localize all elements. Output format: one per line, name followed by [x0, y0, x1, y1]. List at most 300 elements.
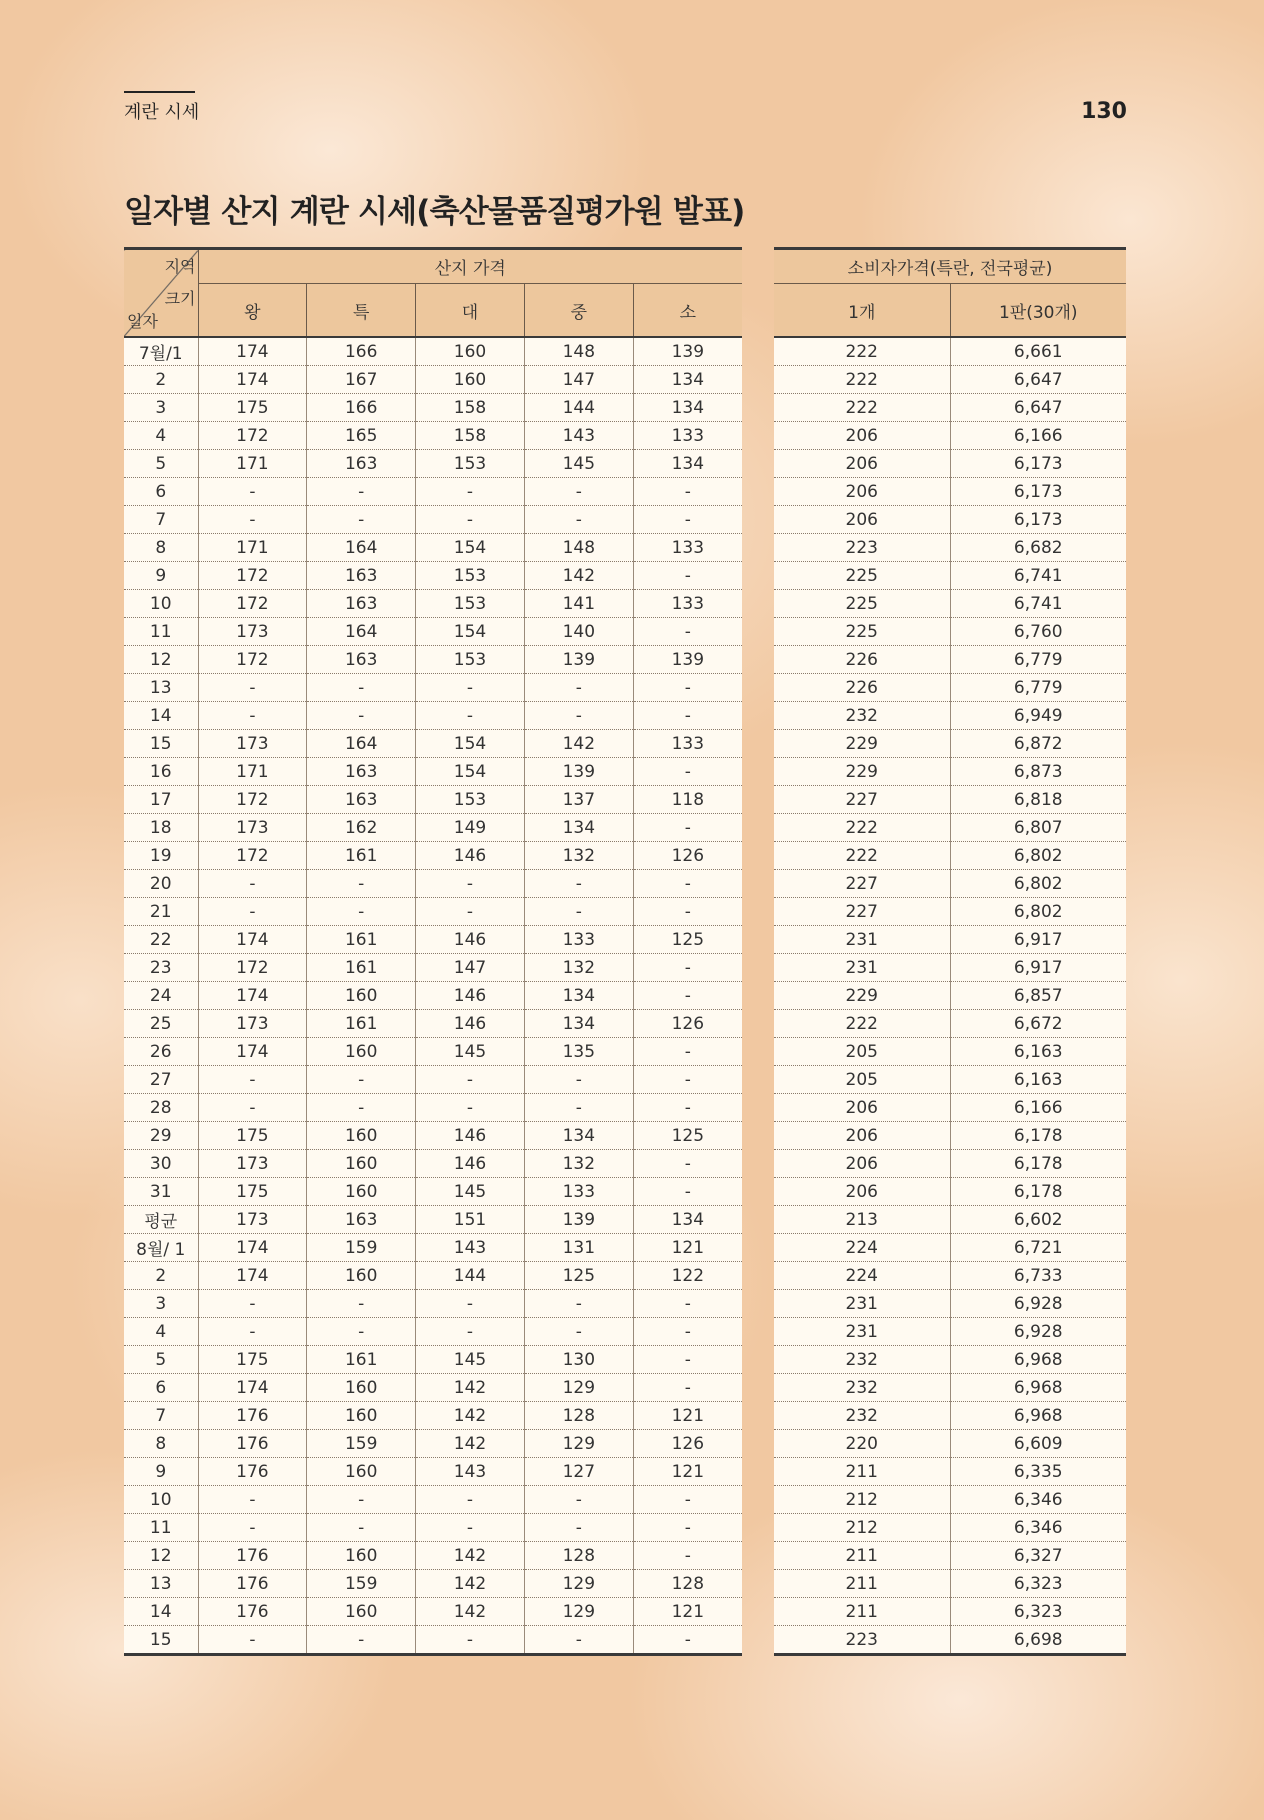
corner-header	[124, 249, 198, 338]
price-cell: 141	[524, 590, 633, 618]
column-header-per-tray: 1판(30개)	[950, 284, 1126, 338]
price-cell: 161	[307, 1010, 416, 1038]
price-cell: -	[307, 1066, 416, 1094]
date-cell: 18	[124, 814, 198, 842]
table-row	[124, 926, 742, 954]
per-tray-price-cell: 6,178	[950, 1122, 1126, 1150]
price-cell: -	[307, 1626, 416, 1655]
price-cell: 160	[416, 366, 525, 394]
per-tray-price-cell: 6,807	[950, 814, 1126, 842]
price-cell: 133	[633, 730, 742, 758]
table-row	[774, 814, 1126, 842]
table-row	[124, 1402, 742, 1430]
price-cell: -	[633, 898, 742, 926]
price-cell: -	[416, 478, 525, 506]
table-row	[774, 1150, 1126, 1178]
per-egg-price-cell: 231	[774, 954, 950, 982]
table-row	[774, 1458, 1126, 1486]
price-cell: 132	[524, 842, 633, 870]
price-cell: -	[416, 1514, 525, 1542]
date-cell: 24	[124, 982, 198, 1010]
price-cell: -	[633, 1066, 742, 1094]
per-egg-price-cell: 227	[774, 898, 950, 926]
price-cell: 164	[307, 534, 416, 562]
date-cell: 10	[124, 1486, 198, 1514]
table-row	[124, 478, 742, 506]
table-row	[124, 898, 742, 926]
per-tray-price-cell: 6,323	[950, 1570, 1126, 1598]
price-cell: 121	[633, 1402, 742, 1430]
price-cell: 139	[524, 758, 633, 786]
table-row	[774, 1542, 1126, 1570]
per-tray-price-cell: 6,661	[950, 337, 1126, 366]
price-cell: 135	[524, 1038, 633, 1066]
per-tray-price-cell: 6,602	[950, 1206, 1126, 1234]
per-tray-price-cell: 6,166	[950, 422, 1126, 450]
price-cell: 160	[307, 1598, 416, 1626]
price-cell: -	[633, 1346, 742, 1374]
price-cell: 134	[633, 366, 742, 394]
per-egg-price-cell: 232	[774, 1402, 950, 1430]
price-cell: 125	[633, 926, 742, 954]
column-header-teuk: 특	[307, 284, 416, 338]
price-cell: 153	[416, 786, 525, 814]
per-tray-price-cell: 6,802	[950, 842, 1126, 870]
price-cell: 163	[307, 590, 416, 618]
table-row	[774, 1318, 1126, 1346]
date-cell: 9	[124, 1458, 198, 1486]
table-row	[124, 1010, 742, 1038]
price-cell: 174	[198, 337, 307, 366]
price-cell: -	[307, 674, 416, 702]
price-cell: -	[307, 478, 416, 506]
price-cell: -	[416, 898, 525, 926]
corner-date-label: 일자	[127, 312, 158, 331]
price-cell: 139	[524, 1206, 633, 1234]
date-cell: 12	[124, 646, 198, 674]
price-cell: -	[524, 1094, 633, 1122]
origin-table-body	[124, 337, 742, 1655]
per-egg-price-cell: 225	[774, 562, 950, 590]
per-egg-price-cell: 232	[774, 702, 950, 730]
per-tray-price-cell: 6,346	[950, 1514, 1126, 1542]
table-row	[124, 1626, 742, 1655]
price-cell: 126	[633, 1010, 742, 1038]
price-cell: 174	[198, 1262, 307, 1290]
per-egg-price-cell: 232	[774, 1374, 950, 1402]
date-cell: 14	[124, 1598, 198, 1626]
date-cell: 8	[124, 534, 198, 562]
origin-price-table	[124, 247, 742, 1656]
table-row	[774, 1598, 1126, 1626]
price-cell: 175	[198, 1122, 307, 1150]
date-cell: 13	[124, 674, 198, 702]
table-row	[774, 674, 1126, 702]
price-cell: 161	[307, 1346, 416, 1374]
price-cell: 148	[524, 534, 633, 562]
price-cell: -	[198, 1514, 307, 1542]
table-row	[774, 1066, 1126, 1094]
price-cell: 171	[198, 450, 307, 478]
per-tray-price-cell: 6,857	[950, 982, 1126, 1010]
per-tray-price-cell: 6,873	[950, 758, 1126, 786]
price-cell: 173	[198, 1206, 307, 1234]
table-row	[124, 1430, 742, 1458]
price-cell: 158	[416, 394, 525, 422]
price-cell: 171	[198, 534, 307, 562]
per-tray-price-cell: 6,968	[950, 1374, 1126, 1402]
price-cell: -	[307, 1094, 416, 1122]
date-cell: 31	[124, 1178, 198, 1206]
price-cell: 132	[524, 954, 633, 982]
column-header-dae: 대	[416, 284, 525, 338]
price-cell: 175	[198, 1346, 307, 1374]
table-row	[774, 506, 1126, 534]
table-row	[124, 1458, 742, 1486]
price-cell: -	[198, 674, 307, 702]
table-row	[774, 1010, 1126, 1038]
per-tray-price-cell: 6,335	[950, 1458, 1126, 1486]
price-cell: 160	[416, 337, 525, 366]
price-cell: 148	[524, 337, 633, 366]
price-cell: 176	[198, 1458, 307, 1486]
price-cell: 147	[416, 954, 525, 982]
table-row	[774, 1290, 1126, 1318]
table-row	[774, 646, 1126, 674]
table-row	[774, 1626, 1126, 1655]
price-cell: 158	[416, 422, 525, 450]
price-cell: -	[633, 954, 742, 982]
table-row	[774, 926, 1126, 954]
price-cell: -	[633, 562, 742, 590]
price-cell: -	[198, 702, 307, 730]
date-cell: 2	[124, 366, 198, 394]
price-cell: 129	[524, 1598, 633, 1626]
per-egg-price-cell: 211	[774, 1570, 950, 1598]
table-row	[124, 1346, 742, 1374]
price-cell: 142	[524, 730, 633, 758]
per-egg-price-cell: 206	[774, 506, 950, 534]
price-cell: -	[416, 1318, 525, 1346]
per-egg-price-cell: 220	[774, 1430, 950, 1458]
per-egg-price-cell: 213	[774, 1206, 950, 1234]
table-row	[774, 1570, 1126, 1598]
price-cell: -	[633, 1150, 742, 1178]
price-cell: 145	[524, 450, 633, 478]
per-egg-price-cell: 232	[774, 1346, 950, 1374]
table-row	[124, 646, 742, 674]
per-egg-price-cell: 206	[774, 1094, 950, 1122]
section-label: 계란 시세	[124, 102, 200, 123]
price-cell: 160	[307, 1262, 416, 1290]
price-cell: 162	[307, 814, 416, 842]
per-tray-price-cell: 6,698	[950, 1626, 1126, 1655]
table-row	[124, 1542, 742, 1570]
price-cell: 133	[524, 1178, 633, 1206]
table-row	[774, 366, 1126, 394]
per-egg-price-cell: 222	[774, 337, 950, 366]
date-cell: 3	[124, 394, 198, 422]
price-cell: 172	[198, 786, 307, 814]
per-egg-price-cell: 231	[774, 1318, 950, 1346]
price-cell: 176	[198, 1542, 307, 1570]
price-cell: 173	[198, 618, 307, 646]
price-cell: 129	[524, 1570, 633, 1598]
table-row	[774, 562, 1126, 590]
date-cell: 9	[124, 562, 198, 590]
price-cell: 134	[524, 1122, 633, 1150]
page-number: 130	[1081, 99, 1127, 124]
price-cell: 143	[524, 422, 633, 450]
price-cell: -	[416, 1290, 525, 1318]
per-tray-price-cell: 6,741	[950, 562, 1126, 590]
per-egg-price-cell: 206	[774, 1150, 950, 1178]
price-cell: 144	[524, 394, 633, 422]
table-row	[124, 1570, 742, 1598]
price-cell: 128	[524, 1542, 633, 1570]
price-cell: 154	[416, 618, 525, 646]
date-cell: 6	[124, 478, 198, 506]
table-row	[124, 450, 742, 478]
per-egg-price-cell: 229	[774, 730, 950, 758]
price-cell: 146	[416, 1122, 525, 1150]
price-cell: 134	[524, 1010, 633, 1038]
price-cell: 174	[198, 982, 307, 1010]
per-egg-price-cell: 226	[774, 646, 950, 674]
price-cell: 130	[524, 1346, 633, 1374]
price-cell: 160	[307, 1150, 416, 1178]
price-cell: 174	[198, 926, 307, 954]
per-tray-price-cell: 6,721	[950, 1234, 1126, 1262]
date-cell: 13	[124, 1570, 198, 1598]
per-tray-price-cell: 6,779	[950, 674, 1126, 702]
price-cell: -	[633, 1290, 742, 1318]
price-cell: 127	[524, 1458, 633, 1486]
price-cell: 160	[307, 1178, 416, 1206]
table-row	[774, 450, 1126, 478]
price-cell: 146	[416, 926, 525, 954]
table-row	[124, 337, 742, 366]
date-cell: 29	[124, 1122, 198, 1150]
per-tray-price-cell: 6,166	[950, 1094, 1126, 1122]
date-cell: 8	[124, 1430, 198, 1458]
price-cell: -	[416, 674, 525, 702]
price-cell: -	[416, 1066, 525, 1094]
per-tray-price-cell: 6,802	[950, 870, 1126, 898]
per-tray-price-cell: 6,968	[950, 1346, 1126, 1374]
price-cell: -	[633, 1318, 742, 1346]
price-cell: -	[198, 1290, 307, 1318]
table-row	[124, 674, 742, 702]
price-cell: 164	[307, 730, 416, 758]
per-tray-price-cell: 6,928	[950, 1290, 1126, 1318]
price-cell: 160	[307, 1038, 416, 1066]
price-cell: 174	[198, 366, 307, 394]
price-cell: 163	[307, 786, 416, 814]
per-egg-price-cell: 205	[774, 1038, 950, 1066]
table-row	[124, 618, 742, 646]
price-cell: -	[633, 674, 742, 702]
table-row	[124, 590, 742, 618]
table-row	[774, 1234, 1126, 1262]
price-cell: 142	[416, 1570, 525, 1598]
price-cell: 172	[198, 842, 307, 870]
price-cell: 164	[307, 618, 416, 646]
price-cell: -	[198, 1486, 307, 1514]
table-row	[774, 1178, 1126, 1206]
price-cell: 147	[524, 366, 633, 394]
price-cell: -	[198, 478, 307, 506]
price-cell: -	[198, 870, 307, 898]
price-cell: 151	[416, 1206, 525, 1234]
date-cell: 30	[124, 1150, 198, 1178]
price-cell: 153	[416, 562, 525, 590]
price-cell: 172	[198, 422, 307, 450]
date-cell: 16	[124, 758, 198, 786]
price-cell: 146	[416, 982, 525, 1010]
table-row	[124, 1290, 742, 1318]
table-row	[124, 758, 742, 786]
per-tray-price-cell: 6,163	[950, 1066, 1126, 1094]
price-cell: -	[307, 1318, 416, 1346]
table-row	[124, 954, 742, 982]
table-row	[774, 1206, 1126, 1234]
table-row	[774, 337, 1126, 366]
price-cell: -	[416, 1486, 525, 1514]
price-cell: 121	[633, 1598, 742, 1626]
price-cell: 146	[416, 1150, 525, 1178]
date-cell: 6	[124, 1374, 198, 1402]
price-cell: 175	[198, 1178, 307, 1206]
table-row	[774, 1486, 1126, 1514]
price-cell: 154	[416, 534, 525, 562]
per-egg-price-cell: 222	[774, 366, 950, 394]
price-cell: 153	[416, 450, 525, 478]
price-cell: -	[633, 758, 742, 786]
table-row	[774, 1346, 1126, 1374]
table-row	[124, 1122, 742, 1150]
price-cell: 159	[307, 1430, 416, 1458]
price-cell: 160	[307, 1122, 416, 1150]
table-row	[124, 1598, 742, 1626]
date-cell: 20	[124, 870, 198, 898]
per-egg-price-cell: 227	[774, 786, 950, 814]
table-row	[774, 870, 1126, 898]
price-cell: 160	[307, 1374, 416, 1402]
per-tray-price-cell: 6,178	[950, 1178, 1126, 1206]
price-cell: -	[524, 478, 633, 506]
per-egg-price-cell: 231	[774, 1290, 950, 1318]
price-cell: -	[633, 1626, 742, 1655]
table-row	[124, 1374, 742, 1402]
date-cell: 21	[124, 898, 198, 926]
table-row	[124, 1178, 742, 1206]
price-cell: 163	[307, 758, 416, 786]
date-cell: 2	[124, 1262, 198, 1290]
price-cell: 145	[416, 1038, 525, 1066]
table-row	[774, 898, 1126, 926]
price-cell: 145	[416, 1178, 525, 1206]
price-cell: -	[307, 506, 416, 534]
per-egg-price-cell: 206	[774, 1178, 950, 1206]
per-egg-price-cell: 224	[774, 1234, 950, 1262]
table-row	[124, 506, 742, 534]
price-cell: -	[633, 1542, 742, 1570]
table-row	[124, 842, 742, 870]
per-egg-price-cell: 222	[774, 814, 950, 842]
price-cell: -	[524, 1626, 633, 1655]
per-egg-price-cell: 206	[774, 422, 950, 450]
per-egg-price-cell: 223	[774, 534, 950, 562]
price-cell: 125	[524, 1262, 633, 1290]
price-cell: 172	[198, 954, 307, 982]
per-egg-price-cell: 205	[774, 1066, 950, 1094]
price-cell: 143	[416, 1234, 525, 1262]
price-cell: 140	[524, 618, 633, 646]
table-row	[774, 1038, 1126, 1066]
per-egg-price-cell: 212	[774, 1514, 950, 1542]
table-row	[774, 730, 1126, 758]
price-cell: -	[524, 1066, 633, 1094]
per-tray-price-cell: 6,733	[950, 1262, 1126, 1290]
date-cell: 14	[124, 702, 198, 730]
price-cell: 133	[633, 422, 742, 450]
price-cell: 160	[307, 1542, 416, 1570]
per-egg-price-cell: 206	[774, 478, 950, 506]
per-egg-price-cell: 223	[774, 1626, 950, 1655]
table-row	[774, 1094, 1126, 1122]
price-cell: 166	[307, 337, 416, 366]
price-cell: 163	[307, 562, 416, 590]
table-row	[124, 394, 742, 422]
price-cell: -	[633, 982, 742, 1010]
price-cell: -	[307, 898, 416, 926]
price-cell: 143	[416, 1458, 525, 1486]
date-cell: 7월/1	[124, 337, 198, 366]
date-cell: 22	[124, 926, 198, 954]
table-row	[774, 1430, 1126, 1458]
price-cell: 159	[307, 1234, 416, 1262]
per-egg-price-cell: 229	[774, 758, 950, 786]
price-cell: 160	[307, 1458, 416, 1486]
table-row	[774, 394, 1126, 422]
price-cell: 161	[307, 954, 416, 982]
price-cell: 144	[416, 1262, 525, 1290]
price-cell: 134	[524, 814, 633, 842]
date-cell: 28	[124, 1094, 198, 1122]
price-cell: -	[633, 1486, 742, 1514]
price-cell: -	[416, 870, 525, 898]
per-tray-price-cell: 6,818	[950, 786, 1126, 814]
price-cell: -	[416, 1626, 525, 1655]
table-row	[774, 1262, 1126, 1290]
date-cell: 12	[124, 1542, 198, 1570]
price-cell: -	[524, 674, 633, 702]
date-cell: 8월/ 1	[124, 1234, 198, 1262]
price-cell: 163	[307, 450, 416, 478]
date-cell: 3	[124, 1290, 198, 1318]
per-egg-price-cell: 211	[774, 1458, 950, 1486]
page-title: 일자별 산지 계란 시세(축산물품질평가원 발표)	[124, 194, 745, 230]
price-cell: -	[633, 1514, 742, 1542]
per-egg-price-cell: 224	[774, 1262, 950, 1290]
per-egg-price-cell: 227	[774, 870, 950, 898]
consumer-table-body	[774, 337, 1126, 1655]
price-cell: 153	[416, 646, 525, 674]
date-cell: 26	[124, 1038, 198, 1066]
per-tray-price-cell: 6,672	[950, 1010, 1126, 1038]
price-cell: 134	[633, 450, 742, 478]
